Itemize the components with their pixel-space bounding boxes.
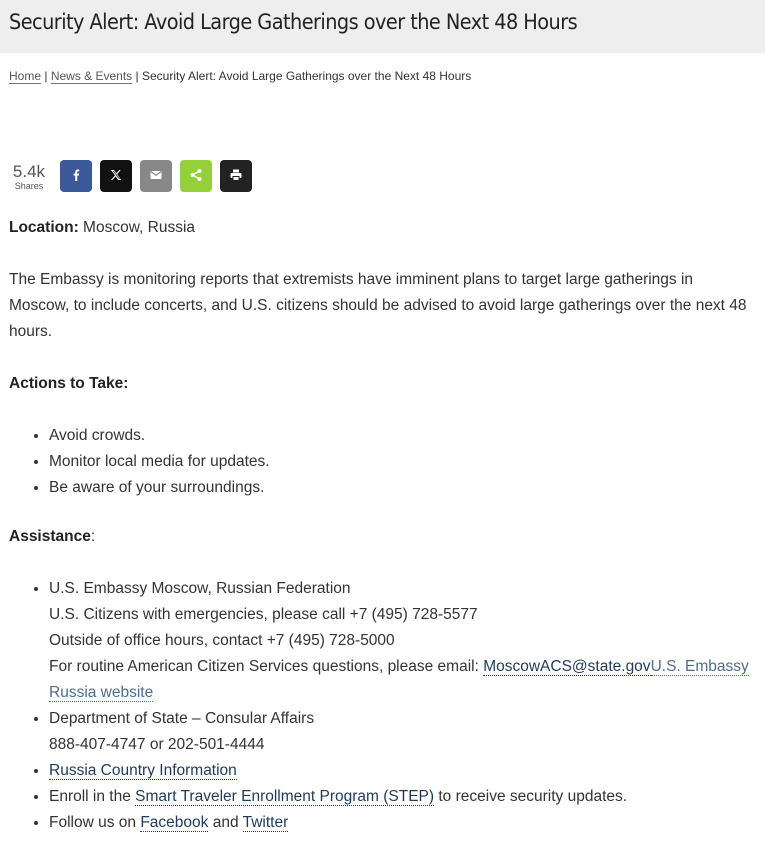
- list-item: [49, 810, 754, 836]
- list-item: [49, 758, 754, 784]
- email-prompt: For routine American Citizen Services questions, please email:: [49, 658, 484, 675]
- embassy-email-link[interactable]: MoscowACS@state.gov: [483, 658, 651, 675]
- print-icon: [229, 168, 243, 185]
- country-info-link[interactable]: Russia Country Information: [49, 762, 237, 779]
- share-icon: [189, 168, 203, 185]
- embassy-name: U.S. Embassy Moscow, Russian Federation: [49, 580, 351, 597]
- location-line: [9, 215, 754, 241]
- article-body: [9, 215, 754, 859]
- list-item: • Be aware of your surroundings.: [49, 475, 754, 501]
- email-share-button[interactable]: [140, 160, 172, 192]
- breadcrumb: [9, 69, 471, 83]
- list-item: [49, 784, 754, 810]
- share-count-label: Shares: [14, 181, 44, 191]
- breadcrumb-current: Security Alert: Avoid Large Gatherings over the Next 48 Hours: [141, 69, 472, 83]
- list-item: • Monitor local media for updates.: [49, 449, 754, 475]
- follow-prefix: Follow us on: [49, 814, 141, 831]
- x-icon: [109, 168, 123, 185]
- assistance-heading: Assistance: [9, 528, 91, 545]
- share-count-number: 5.4k: [12, 162, 46, 181]
- page-title: Security Alert: Avoid Large Gatherings over the Next 48 Hours: [9, 10, 578, 34]
- page-header: [0, 0, 765, 53]
- after-hours-phone: Outside of office hours, contact +7 (495) 728-5000: [49, 632, 395, 649]
- actions-list: [9, 423, 754, 501]
- facebook-link[interactable]: Facebook: [140, 814, 209, 831]
- actions-heading-line: [9, 371, 754, 397]
- list-item: [49, 576, 754, 706]
- assistance-colon: :: [90, 528, 96, 545]
- facebook-share-button[interactable]: [60, 160, 92, 192]
- list-item: • Avoid crowds.: [49, 423, 754, 449]
- location-value: Moscow, Russia: [78, 219, 196, 236]
- email-icon: [149, 168, 163, 185]
- actions-heading: Actions to Take:: [9, 375, 129, 392]
- embassy-website-link[interactable]: U.S. Embassy Russia website: [49, 658, 749, 701]
- step-link[interactable]: Smart Traveler Enrollment Program (STEP): [135, 788, 435, 805]
- assistance-list: [9, 576, 754, 836]
- step-suffix: to receive security updates.: [434, 788, 628, 805]
- assistance-heading-line: [9, 524, 754, 550]
- twitter-link[interactable]: Twitter: [242, 814, 289, 831]
- breadcrumb-separator: |: [132, 69, 142, 83]
- facebook-icon: [69, 168, 83, 185]
- intro-paragraph: The Embassy is monitoring reports that extremists have imminent plans to target large gatherings in Moscow, to include concerts, and U.S. citizens should be advised to avoid large gatherings over the next 48 hours.: [9, 271, 747, 340]
- print-button[interactable]: [220, 160, 252, 192]
- x-share-button[interactable]: [100, 160, 132, 192]
- emergency-phone: U.S. Citizens with emergencies, please call +7 (495) 728-5577: [49, 606, 478, 623]
- breadcrumb-home-link[interactable]: Home: [9, 69, 42, 83]
- list-item: [49, 706, 754, 758]
- breadcrumb-news-link[interactable]: News & Events: [50, 69, 133, 83]
- share-count: [9, 162, 49, 191]
- state-dept-phones: 888-407-4747 or 202-501-4444: [49, 736, 265, 753]
- follow-and: and: [208, 814, 243, 831]
- location-label: Location:: [9, 219, 79, 236]
- breadcrumb-separator: |: [41, 69, 51, 83]
- step-prefix: Enroll in the: [49, 788, 136, 805]
- share-button[interactable]: [180, 160, 212, 192]
- state-dept-name: Department of State – Consular Affairs: [49, 710, 315, 727]
